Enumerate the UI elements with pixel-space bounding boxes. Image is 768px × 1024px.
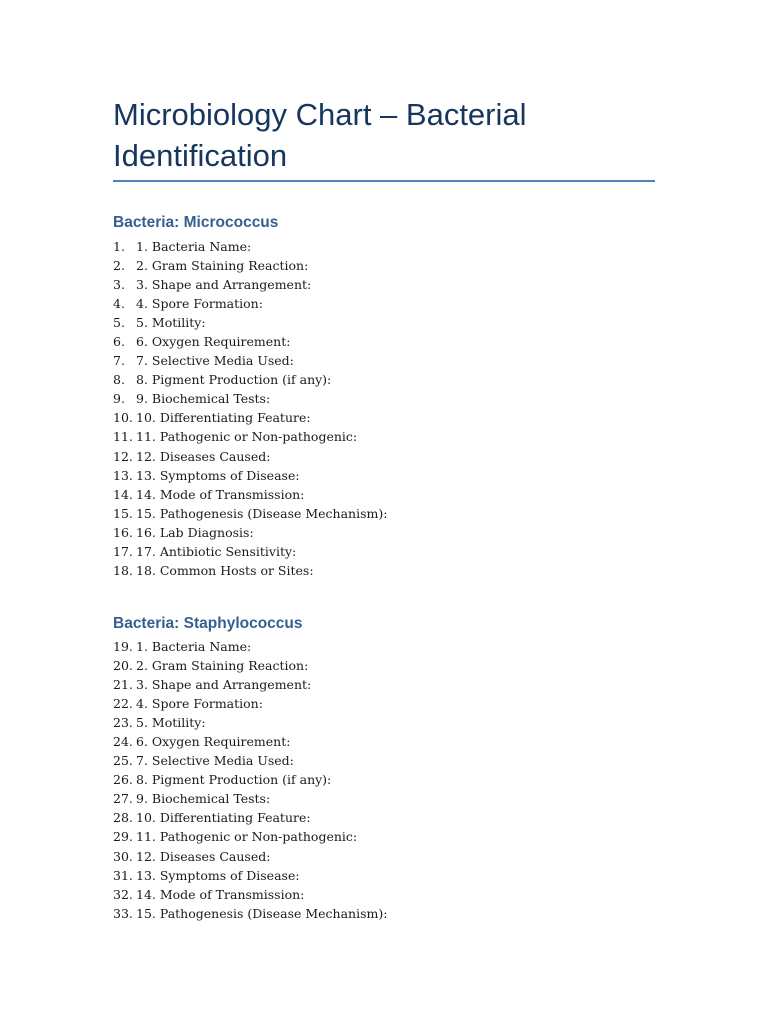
list-item-label: 4. Spore Formation: <box>136 696 263 712</box>
list-item <box>113 389 387 408</box>
list-item-number: 33. <box>113 905 133 921</box>
list-item <box>113 275 387 294</box>
list-item-number: 11. <box>113 429 133 445</box>
list-item <box>113 294 387 313</box>
list-item-number: 3. <box>113 277 125 293</box>
list-item-label: 9. Biochemical Tests: <box>136 791 271 807</box>
list-item-label: 12. Diseases Caused: <box>136 448 271 464</box>
list-item-number: 21. <box>113 677 133 693</box>
list-item <box>113 713 387 732</box>
list-item-label: 5. Motility: <box>136 315 206 331</box>
list-item-number: 4. <box>113 296 125 312</box>
list-item-label: 2. Gram Staining Reaction: <box>136 258 309 274</box>
list-item <box>113 370 387 389</box>
list-item <box>113 770 387 789</box>
list-item-label: 14. Mode of Transmission: <box>136 486 305 502</box>
page-title: Microbiology Chart – Bacterial Identification <box>113 97 527 173</box>
list-item-label: 3. Shape and Arrangement: <box>136 277 312 293</box>
list-item-number: 9. <box>113 391 125 407</box>
list-item <box>113 751 387 770</box>
list-item-number: 10. <box>113 410 133 426</box>
list-item <box>113 485 387 504</box>
list-item <box>113 447 387 466</box>
list-item-number: 6. <box>113 334 125 350</box>
list-item-number: 12. <box>113 448 133 464</box>
list-item-label: 12. Diseases Caused: <box>136 848 271 864</box>
list-item-label: 6. Oxygen Requirement: <box>136 334 291 350</box>
list-item <box>113 466 387 485</box>
list-item-label: 8. Pigment Production (if any): <box>136 372 332 388</box>
list-item-label: 17. Antibiotic Sensitivity: <box>136 543 297 559</box>
list-item-number: 23. <box>113 715 133 731</box>
list-item-number: 19. <box>113 639 133 654</box>
list-item <box>113 408 387 427</box>
list-item-number: 26. <box>113 772 133 788</box>
list-item <box>113 789 387 808</box>
list-item-label: 14. Mode of Transmission: <box>136 886 305 902</box>
list-item-number: 8. <box>113 372 125 388</box>
list-item-label: 18. Common Hosts or Sites: <box>136 562 314 578</box>
list-item <box>113 351 387 370</box>
list-item-number: 1. <box>113 239 125 254</box>
list-item <box>113 732 387 751</box>
list-item <box>113 866 387 885</box>
list-item-label: 9. Biochemical Tests: <box>136 391 271 407</box>
list-item-label: 1. Bacteria Name: <box>136 239 252 254</box>
list-item-number: 18. <box>113 562 133 578</box>
list-item-label: 15. Pathogenesis (Disease Mechanism): <box>136 905 388 921</box>
list-item-label: 8. Pigment Production (if any): <box>136 772 332 788</box>
staphylococcus-field-list <box>113 637 387 923</box>
list-item-number: 2. <box>113 258 125 274</box>
list-item-label: 11. Pathogenic or Non-pathogenic: <box>136 429 358 445</box>
list-item-label: 10. Differentiating Feature: <box>136 410 311 426</box>
list-item <box>113 885 387 904</box>
list-item <box>113 808 387 827</box>
list-item <box>113 256 387 275</box>
list-item <box>113 637 387 656</box>
list-item-label: 11. Pathogenic or Non-pathogenic: <box>136 829 358 845</box>
micrococcus-field-list <box>113 237 387 580</box>
list-item-number: 5. <box>113 315 125 331</box>
list-item-number: 25. <box>113 753 133 769</box>
list-item <box>113 847 387 866</box>
list-item-number: 30. <box>113 848 133 864</box>
list-item-number: 17. <box>113 543 133 559</box>
list-item <box>113 827 387 846</box>
list-item-number: 16. <box>113 524 133 540</box>
list-item-label: 4. Spore Formation: <box>136 296 263 312</box>
list-item <box>113 332 387 351</box>
list-item <box>113 561 387 580</box>
list-item-number: 28. <box>113 810 133 826</box>
list-item-label: 7. Selective Media Used: <box>136 353 294 369</box>
list-item <box>113 237 387 256</box>
list-item-number: 22. <box>113 696 133 712</box>
list-item-label: 5. Motility: <box>136 715 206 731</box>
list-item <box>113 313 387 332</box>
section-heading-micrococcus: Bacteria: Micrococcus <box>113 214 279 231</box>
list-item-number: 15. <box>113 505 133 521</box>
list-item-number: 7. <box>113 353 125 369</box>
title-underline-divider <box>113 180 655 182</box>
section-heading-staphylococcus: Bacteria: Staphylococcus <box>113 615 303 632</box>
list-item-label: 13. Symptoms of Disease: <box>136 467 300 483</box>
list-item-number: 32. <box>113 886 133 902</box>
list-item <box>113 427 387 446</box>
list-item-label: 3. Shape and Arrangement: <box>136 677 312 693</box>
list-item-number: 13. <box>113 467 133 483</box>
list-item <box>113 904 387 923</box>
list-item <box>113 504 387 523</box>
list-item <box>113 694 387 713</box>
list-item-number: 14. <box>113 486 133 502</box>
list-item-label: 7. Selective Media Used: <box>136 753 294 769</box>
list-item-label: 16. Lab Diagnosis: <box>136 524 254 540</box>
list-item <box>113 675 387 694</box>
list-item-number: 24. <box>113 734 133 750</box>
list-item-number: 27. <box>113 791 133 807</box>
list-item <box>113 656 387 675</box>
list-item-label: 6. Oxygen Requirement: <box>136 734 291 750</box>
list-item-number: 20. <box>113 658 133 674</box>
list-item-label: 1. Bacteria Name: <box>136 639 252 654</box>
list-item-label: 13. Symptoms of Disease: <box>136 867 300 883</box>
list-item-number: 29. <box>113 829 133 845</box>
list-item-label: 15. Pathogenesis (Disease Mechanism): <box>136 505 388 521</box>
list-item-label: 10. Differentiating Feature: <box>136 810 311 826</box>
list-item <box>113 523 387 542</box>
list-item-label: 2. Gram Staining Reaction: <box>136 658 309 674</box>
list-item-number: 31. <box>113 867 133 883</box>
list-item <box>113 542 387 561</box>
